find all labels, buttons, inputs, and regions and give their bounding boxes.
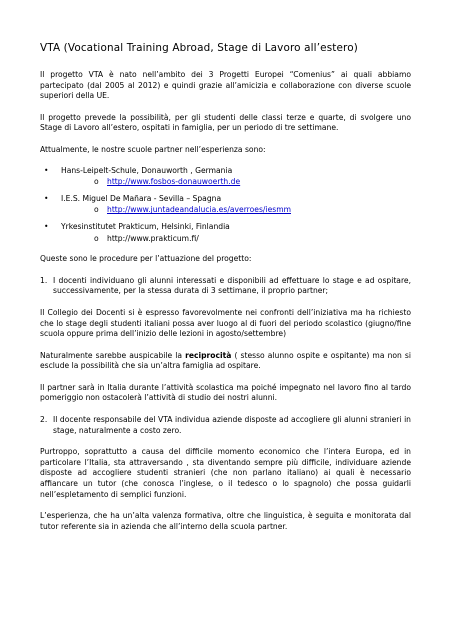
conclusion-paragraph: L’esperienza, che ha un’alta valenza formativa, oltre che linguistica, è seguita e monitorata dal tutor referente sia in azienda che all’interno della scuola partner. <box>40 511 411 531</box>
sub-bullet-icon: o <box>94 205 99 215</box>
partner-link[interactable]: http://www.juntadeandalucia.es/averroes/iesmm <box>107 205 291 215</box>
sub-bullet-icon: o <box>94 177 99 187</box>
document-page <box>40 42 411 543</box>
partner-item <box>40 194 411 216</box>
bullet-icon: • <box>44 165 49 175</box>
bullet-icon: • <box>44 221 49 231</box>
collegio-paragraph: Il Collegio dei Docenti si è espresso favorevolmente nei confronti dell’iniziativa ma ha richiesto che lo stage degli studenti italiani possa aver luogo al di fuori del periodo scolastico (giugno/fine scuola oppure prima dell’inizio delle lezioni in agosto/settembre) <box>40 307 411 339</box>
step-text: I docenti individuano gli alunni interessati e disponibili ad effettuare lo stage e ad ospitare, successivamente, per la stessa durata di 3 settimane, il proprio partner; <box>53 275 411 296</box>
step-text: Il docente responsabile del VTA individua aziende disposte ad accogliere gli alunni stranieri in stage, naturalmente a costo zero. <box>53 415 411 435</box>
intro-paragraph: Il progetto VTA è nato nell’ambito dei 3 Progetti Europei “Comenius” ai quali abbiamo partecipato (dal 2005 al 2012) e quindi grazie all’amicizia e collaborazione con diverse scuole superiori della UE. <box>40 70 411 101</box>
partner-item <box>40 222 411 244</box>
partner-item <box>40 166 411 188</box>
step-number: 2. <box>40 415 48 425</box>
reciprocity-text-after: ( stesso alunno ospite e ospitante) ma non si esclude la possibilità che sia un’altra famiglia ad ospitare. <box>40 350 411 371</box>
procedure-step <box>40 276 411 297</box>
partner-name: Hans-Leipelt-Schule, Donauworth , Germania <box>61 165 233 175</box>
procedure-step <box>40 415 411 436</box>
partners-intro: Attualmente, le nostre scuole partner nell’esperienza sono: <box>40 144 266 154</box>
reciprocity-emphasis: reciprocità <box>185 350 232 360</box>
reciprocity-paragraph <box>40 351 411 372</box>
partner-link[interactable]: http://www.fosbos-donauwoerth.de <box>107 177 241 187</box>
partner-list <box>40 166 411 245</box>
bullet-icon: • <box>44 193 49 203</box>
partner-name: I.E.S. Miguel De Mañara - Sevilla – Spagna <box>61 193 222 203</box>
partner-note-paragraph: Il partner sarà in Italia durante l’attività scolastica ma poiché impegnato nel lavoro fino al tardo pomeriggio non ostacolerà l’attività di studio dei nostri alunni. <box>40 382 411 403</box>
partner-link-row <box>61 205 411 216</box>
crisis-paragraph: Purtroppo, soprattutto a causa del difficile momento economico che l’intera Europa, ed in particolare l’Italia, sta attraversando , sta diventando sempre più difficile, individuare aziende disposte ad accogliere studenti stranieri (che non parlano italiano) ai quali è necessario affiancare un tutor (che conosca l’inglese, o il tedesco o lo spagnolo) che possa guidarli nell’espletamento di semplici funzioni. <box>40 447 411 499</box>
partner-link-row <box>61 234 411 245</box>
step-number: 1. <box>40 275 48 285</box>
purpose-paragraph: Il progetto prevede la possibilità, per gli studenti delle classi terze e quarte, di svolgere uno Stage di Lavoro all’estero, ospitati in famiglia, per un periodo di tre settimane. <box>40 112 411 133</box>
procedure-intro: Queste sono le procedure per l’attuazione del progetto: <box>40 254 252 264</box>
sub-bullet-icon: o <box>94 233 99 243</box>
document-title: VTA (Vocational Training Abroad, Stage di Lavoro all’estero) <box>40 42 358 54</box>
partner-link[interactable]: http://www.prakticum.fi/ <box>107 233 199 243</box>
partner-link-row <box>61 177 411 188</box>
partner-name: Yrkesinstitutet Prakticum, Helsinki, Finlandia <box>61 221 230 231</box>
reciprocity-text-before: Naturalmente sarebbe auspicabile la <box>40 350 186 360</box>
